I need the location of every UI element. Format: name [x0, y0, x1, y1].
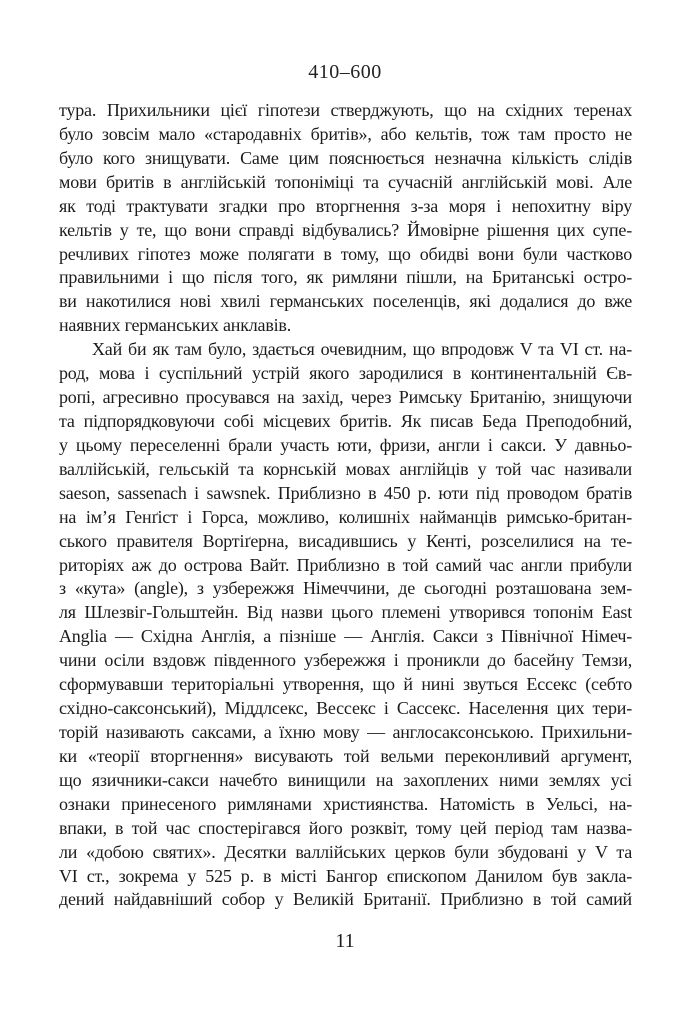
- text-line: речливих гіпотез може полягати в тому, що обидві вони були частково: [59, 243, 632, 264]
- text-line: тура. Прихильники цієї гіпотези стверджують, що на східних теренах: [59, 100, 632, 120]
- text-line: що язичники-сакси начебто винищили на захоплених ними землях усі: [59, 769, 632, 790]
- text-line: Anglia — Східна Англія, а пізніше — Англія. Сакси з Північної Німеч-: [59, 626, 632, 647]
- text-line: Хай би як там було, здається очевидним, що впродовж V та VI ст. на-: [92, 339, 632, 360]
- text-line: VI ст., зокрема у 525 р. в місті Бангор єпископом Данилом був закла-: [59, 865, 632, 886]
- text-line: впаки, в той час спостерігався його розквіт, тому цей період там назва-: [59, 817, 632, 838]
- text-line: ського правителя Вортіґерна, висадившись у Кенті, розселилися на те-: [59, 530, 632, 551]
- text-line: було зовсім мало «стародавніх бритів», або кельтів, тож там просто не: [59, 123, 632, 144]
- text-line: чини осіли вздовж південного узбережжя і проникли до басейну Темзи,: [59, 650, 632, 671]
- page-number: 11: [335, 930, 355, 952]
- text-line: кельтів у те, що вони справді відбувались? Ймовірне рішення цих супе-: [59, 219, 632, 240]
- text-line: saeson, sassenach i sawsnek. Приблизно в 450 р. юти під проводом братів: [59, 482, 632, 503]
- text-line: східно-саксонський), Міддлсекс, Вессекс і Сассекс. Населення цих тери-: [59, 698, 632, 719]
- text-line: сформувавши територіальні утворення, що й нині звуться Ессекс (себто: [59, 674, 632, 695]
- running-head: 410–600: [308, 61, 382, 83]
- paragraph: [59, 338, 632, 912]
- text-line: як тоді трактувати згадки про вторгнення з-за моря і непохитну віру: [59, 195, 632, 216]
- text-line: наявних германських анклавів.: [59, 315, 292, 336]
- text-line: у цьому переселенні брали участь юти, фризи, англи і сакси. У давньо-: [59, 434, 632, 455]
- text-line: ознаки принесеного римлянами християнства. Натомість в Уельсі, на-: [59, 793, 632, 814]
- text-line: з «кута» (angle), з узбережжя Німеччини, де сьогодні розташована зем-: [59, 578, 632, 599]
- text-line: торій називають саксами, а їхню мову — англосаксонською. Прихильни-: [59, 721, 632, 742]
- text-line: ропі, агресивно просувався на захід, через Римську Британію, знищуючи: [59, 387, 632, 408]
- text-line: правильними і що після того, як римляни пішли, на Британські остро-: [59, 267, 632, 288]
- text-line: ля Шлезвіг-Гольштейн. Від назви цього племені утворився топонім East: [59, 602, 632, 623]
- text-line: мови бритів в англійській топоніміці та сучасній англійській мові. Але: [59, 171, 632, 192]
- text-line: було кого знищувати. Саме цим пояснюється незначна кількість слідів: [59, 147, 632, 168]
- text-line: род, мова і суспільний устрій якого зародилися в континентальній Єв-: [59, 363, 632, 384]
- paragraph: [59, 99, 632, 338]
- text-line: ки «теорії вторгнення» висувають той вельми переконливий аргумент,: [59, 745, 632, 766]
- text-block: [59, 99, 632, 912]
- text-line: дений найдавніший собор у Великій Британії. Приблизно в той самий: [59, 889, 632, 910]
- text-line: та підпорядковуючи собі місцевих бритів. Як писав Беда Преподобний,: [59, 410, 632, 431]
- text-line: ли «добою святих». Десятки валлійських церков були збудовані у V та: [59, 841, 632, 862]
- text-line: риторіях аж до острова Вайт. Приблизно в той самий час англи прибули: [59, 554, 632, 575]
- text-line: валлійській, гельській та корнській мовах англійців у той час називали: [59, 458, 632, 479]
- text-line: ви накотилися нові хвилі германських поселенців, які додалися до вже: [59, 291, 632, 312]
- text-line: на ім’я Генґіст і Горса, можливо, колишніх найманців римсько-британ-: [59, 506, 632, 527]
